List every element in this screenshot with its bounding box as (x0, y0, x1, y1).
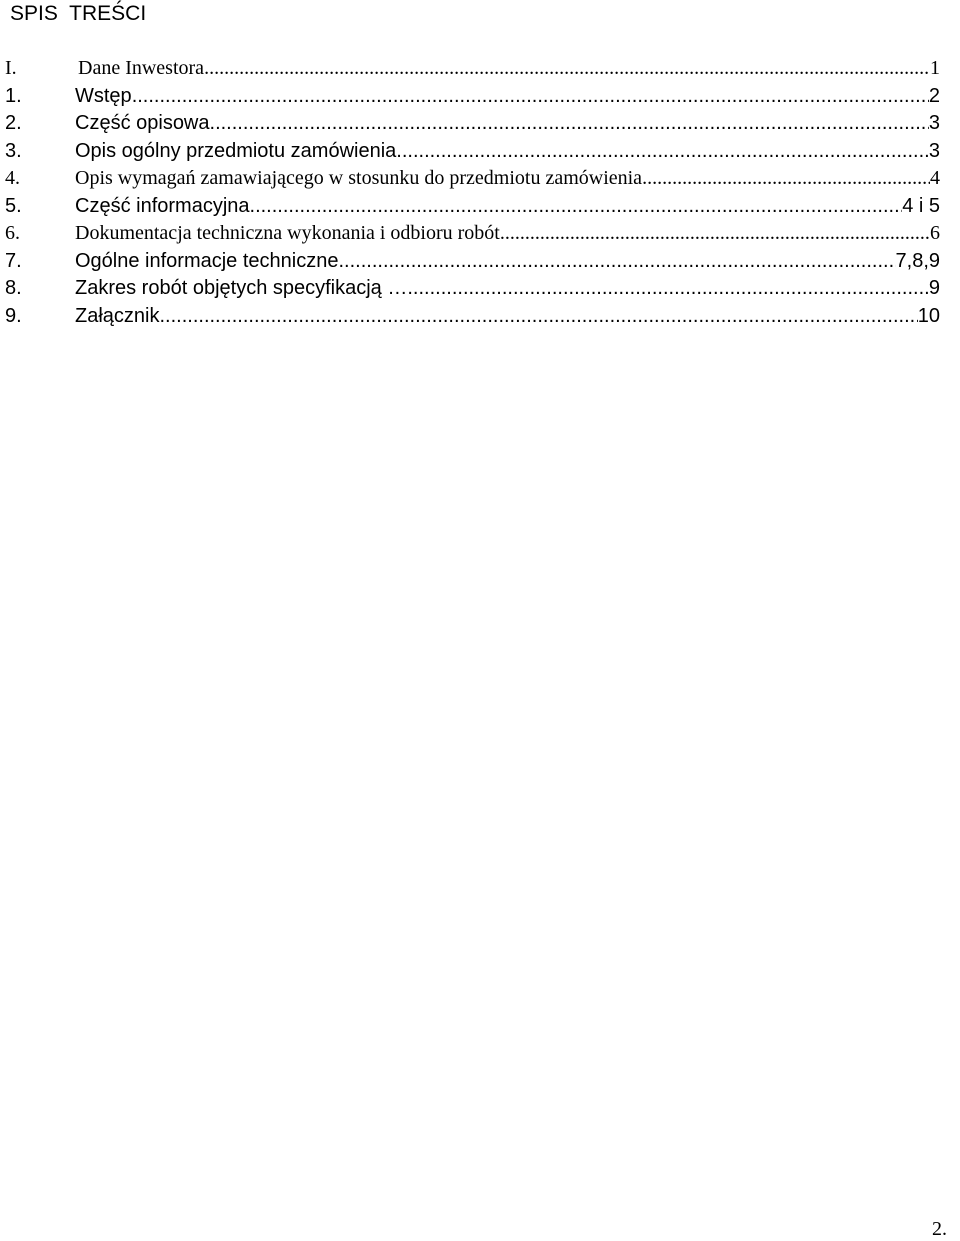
toc-entry (5, 167, 940, 195)
toc-entry-page: 6 (930, 222, 940, 244)
toc-entry-label: Zakres robót objętych specyfikacją … (75, 277, 408, 299)
toc-dot-leader (396, 140, 929, 163)
toc-entry-label: Opis ogólny przedmiotu zamówienia (75, 139, 397, 162)
toc-entry-label: Część informacyjna (75, 194, 250, 217)
toc-entry-page: 4 i 5 (902, 194, 940, 217)
toc-entry-number: I. (5, 57, 17, 79)
document-title: SPIS TREŚCI (10, 2, 147, 25)
toc-entry-number: 2. (5, 112, 22, 134)
toc-dot-leader (132, 85, 929, 108)
toc-entry-page: 3 (928, 139, 940, 162)
toc-entry (5, 57, 940, 85)
toc-entry-page: 10 (917, 304, 940, 327)
toc-entry-number: 1. (5, 84, 22, 107)
toc-entry (5, 140, 940, 168)
toc-entry-label: Wstęp (75, 84, 132, 107)
toc-entry-label: Opis wymagań zamawiającego w stosunku do przedmiotu zamówienia (75, 167, 643, 189)
toc-entry-page: 4 (930, 167, 940, 189)
toc-dot-leader (642, 167, 930, 190)
toc-entry (5, 277, 940, 305)
toc-dot-leader (500, 222, 930, 245)
toc-entry-label: Część opisowa (75, 112, 210, 134)
toc-entry-number: 6. (5, 222, 20, 244)
toc-entry (5, 195, 940, 223)
toc-entry-number: 5. (5, 194, 22, 217)
toc-entry-page: 1 (930, 57, 940, 79)
toc-entry-label: Dane Inwestora (78, 57, 205, 79)
toc-dot-leader (159, 305, 917, 328)
toc-entry-number: 4. (5, 167, 20, 189)
toc-entry (5, 112, 940, 140)
toc-entry-page: 7,8,9 (895, 249, 940, 272)
toc-entry (5, 250, 940, 278)
toc-dot-leader (250, 195, 903, 218)
toc-entry-label: Ogólne informacje techniczne (75, 249, 339, 272)
table-of-contents (5, 57, 940, 332)
toc-entry-label: Dokumentacja techniczna wykonania i odbioru robót (75, 222, 500, 244)
toc-entry-number: 8. (5, 277, 22, 299)
toc-entry-page: 3 (928, 112, 940, 134)
toc-dot-leader (338, 250, 895, 273)
toc-entry-number: 3. (5, 139, 22, 162)
toc-dot-leader (210, 112, 929, 135)
toc-dot-leader (407, 277, 929, 300)
toc-entry-page: 2 (928, 84, 940, 107)
toc-entry (5, 222, 940, 250)
toc-entry-label: Załącznik (75, 304, 160, 327)
toc-dot-leader (204, 57, 930, 80)
toc-entry-number: 9. (5, 304, 22, 327)
toc-entry-number: 7. (5, 249, 22, 272)
toc-entry (5, 85, 940, 113)
page-number: 2. (932, 1218, 947, 1240)
toc-entry-page: 9 (928, 277, 940, 299)
toc-entry (5, 305, 940, 333)
